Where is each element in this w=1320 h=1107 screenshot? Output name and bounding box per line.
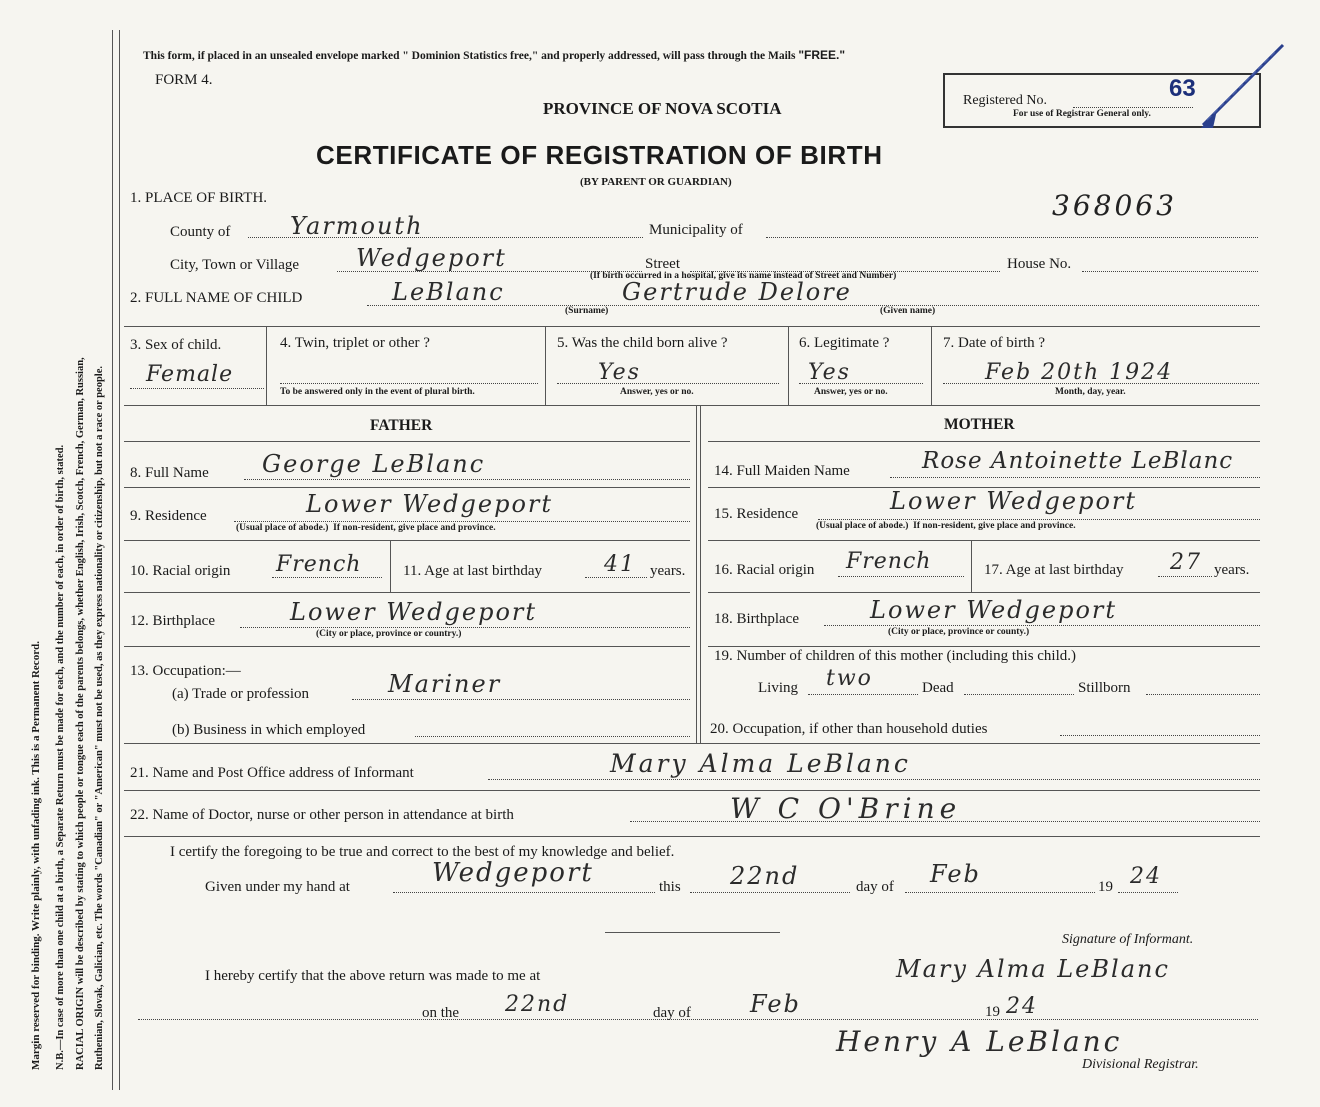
- mother-birthplace-label: 18. Birthplace: [714, 611, 799, 627]
- mother-age-label: 17. Age at last birthday: [984, 562, 1124, 578]
- mother-birthplace-note: (City or place, province or county.): [888, 627, 1030, 637]
- child-surname-value: LeBlanc: [392, 278, 505, 306]
- legitimate-value: Yes: [808, 360, 851, 385]
- father-name-label: 8. Full Name: [130, 465, 209, 481]
- doctor-label: 22. Name of Doctor, nurse or other person in attendance at birth: [130, 807, 514, 823]
- father-residence-label: 9. Residence: [130, 508, 207, 524]
- mother-racial-label: 16. Racial origin: [714, 562, 815, 578]
- county-label: County of: [170, 224, 231, 240]
- given-place-value: Wedgeport: [432, 858, 594, 888]
- street-label: Street: [645, 256, 680, 272]
- on-the-label: on the: [422, 1005, 460, 1021]
- mother-residence-note: (Usual place of abode.) If non-resident, give place and province.: [816, 521, 1076, 531]
- certificate-subtitle: (BY PARENT OR GUARDIAN): [580, 176, 732, 188]
- mail-notice-free: "FREE.": [798, 48, 846, 62]
- dob-value: Feb 20th 1924: [985, 360, 1174, 385]
- surname-caption: (Surname): [565, 306, 609, 316]
- father-birthplace-value: Lower Wedgeport: [290, 598, 538, 626]
- father-name-value: George LeBlanc: [262, 450, 486, 478]
- mother-occupation-label: 20. Occupation, if other than household duties: [710, 721, 988, 737]
- certify-statement: I certify the foregoing to be true and correct to the best of my knowledge and belief.: [170, 844, 675, 860]
- legitimate-note: Answer, yes or no.: [814, 387, 888, 397]
- alive-note: Answer, yes or no.: [620, 387, 694, 397]
- margin-note-4: Ruthenian, Slovak, Galician, etc. The words "Canadian" or "American" must not be used, as they express nationality or citizenship, but not a race or people.: [94, 365, 105, 1070]
- father-age-unit: years.: [650, 563, 686, 579]
- twin-note: To be answered only in the event of plural birth.: [280, 387, 475, 397]
- stamp-number: 368063: [1052, 189, 1177, 222]
- margin-note-3: RACIAL ORIGIN will be described by stating to which people or tongue each of the parents belongs, whether English, Irish, Scotch, French, German, Russian,: [75, 357, 86, 1070]
- divisional-registrar-label: Divisional Registrar.: [1082, 1057, 1199, 1072]
- given-caption: (Given name): [880, 306, 936, 316]
- given-under-label: Given under my hand at: [205, 879, 350, 895]
- alive-label: 5. Was the child born alive ?: [557, 335, 728, 351]
- mother-name-label: 14. Full Maiden Name: [714, 463, 850, 479]
- city-label: City, Town or Village: [170, 257, 300, 273]
- sex-label: 3. Sex of child.: [130, 337, 222, 353]
- given-year-prefix: 19: [1098, 879, 1113, 895]
- legitimate-label: 6. Legitimate ?: [799, 335, 890, 351]
- form-number: FORM 4.: [155, 72, 213, 88]
- living-label: Living: [758, 680, 798, 696]
- given-year-value: 24: [1130, 864, 1162, 889]
- informant-label: 21. Name and Post Office address of Informant: [130, 765, 414, 781]
- stillborn-label: Stillborn: [1078, 680, 1131, 696]
- father-trade-label: (a) Trade or profession: [172, 686, 310, 702]
- father-age-label: 11. Age at last birthday: [403, 563, 542, 579]
- twin-label: 4. Twin, triplet or other ?: [280, 335, 430, 351]
- father-residence-value: Lower Wedgeport: [306, 490, 554, 518]
- county-value: Yarmouth: [290, 212, 424, 240]
- registered-value: 63: [1169, 75, 1196, 102]
- province-heading: PROVINCE OF NOVA SCOTIA: [543, 99, 782, 118]
- doctor-value: W C O'Brine: [730, 792, 962, 825]
- father-racial-label: 10. Racial origin: [130, 563, 231, 579]
- binding-rule: [112, 30, 113, 1090]
- on-day-of-label: day of: [653, 1005, 691, 1021]
- house-label: House No.: [1007, 256, 1072, 272]
- on-day-value: 22nd: [505, 992, 570, 1017]
- mother-name-value: Rose Antoinette LeBlanc: [922, 448, 1234, 474]
- city-value: Wedgeport: [356, 244, 507, 272]
- return-label: I hereby certify that the above return was made to me at: [205, 968, 541, 984]
- certificate-title: CERTIFICATE OF REGISTRATION OF BIRTH: [316, 140, 883, 170]
- given-month-value: Feb: [930, 860, 981, 888]
- dob-note: Month, day, year.: [1055, 387, 1126, 397]
- on-year-prefix: 19: [985, 1004, 1000, 1020]
- place-of-birth-label: 1. PLACE OF BIRTH.: [130, 190, 268, 206]
- check-mark-icon: [1195, 40, 1290, 135]
- mother-birthplace-value: Lower Wedgeport: [870, 596, 1118, 624]
- father-occupation-label: 13. Occupation:—: [130, 663, 241, 679]
- dob-label: 7. Date of birth ?: [943, 335, 1046, 351]
- registrar-note: For use of Registrar General only.: [1013, 109, 1151, 119]
- return-signature: Mary Alma LeBlanc: [896, 955, 1170, 983]
- given-day-value: 22nd: [730, 862, 800, 890]
- mail-notice: This form, if placed in an unsealed envelope marked " Dominion Statistics free," and properly addressed, will pass through the Mails "FREE.": [143, 48, 846, 62]
- mother-children-label: 19. Number of children of this mother (including this child.): [714, 648, 1077, 664]
- father-age-value: 41: [604, 552, 636, 577]
- full-name-label: 2. FULL NAME OF CHILD: [130, 290, 303, 306]
- municipality-label: Municipality of: [649, 222, 743, 238]
- registrar-signature: Henry A LeBlanc: [836, 1025, 1123, 1058]
- sex-value: Female: [146, 362, 234, 387]
- dead-label: Dead: [922, 680, 954, 696]
- father-birthplace-label: 12. Birthplace: [130, 613, 215, 629]
- margin-note-1: Margin reserved for binding. Write plainly, with unfading ink. This is a Permanent Record.: [30, 641, 42, 1070]
- father-residence-note: (Usual place of abode.) If non-resident, give place and province.: [236, 523, 496, 533]
- father-business-label: (b) Business in which employed: [172, 722, 366, 738]
- day-of-label: day of: [856, 879, 894, 895]
- signature-informant-label: Signature of Informant.: [1062, 932, 1194, 947]
- binding-rule-2: [119, 30, 120, 1090]
- father-trade-value: Mariner: [388, 670, 502, 698]
- this-label: this: [659, 879, 681, 895]
- on-month-value: Feb: [750, 990, 801, 1018]
- father-birthplace-note: (City or place, province or country.): [316, 629, 462, 639]
- alive-value: Yes: [598, 360, 641, 385]
- mother-racial-value: French: [846, 549, 932, 574]
- father-racial-value: French: [276, 552, 362, 577]
- living-value: two: [826, 666, 873, 691]
- margin-note-2: N.B.—In case of more than one child at a birth, a Separate Return must be made for each, and the number of each, in order of birth, stated.: [55, 444, 66, 1070]
- mother-heading: MOTHER: [944, 416, 1015, 433]
- mother-residence-value: Lower Wedgeport: [890, 487, 1138, 515]
- mother-residence-label: 15. Residence: [714, 506, 799, 522]
- informant-value: Mary Alma LeBlanc: [610, 749, 911, 778]
- mother-age-unit: years.: [1214, 562, 1250, 578]
- mother-age-value: 27: [1170, 550, 1202, 575]
- registered-label: Registered No.: [963, 93, 1047, 108]
- on-year-value: 24: [1006, 994, 1038, 1019]
- child-given-value: Gertrude Delore: [622, 278, 852, 306]
- father-heading: FATHER: [370, 417, 433, 434]
- hospital-note: (If birth occurred in a hospital, give its name instead of Street and Number): [590, 271, 897, 281]
